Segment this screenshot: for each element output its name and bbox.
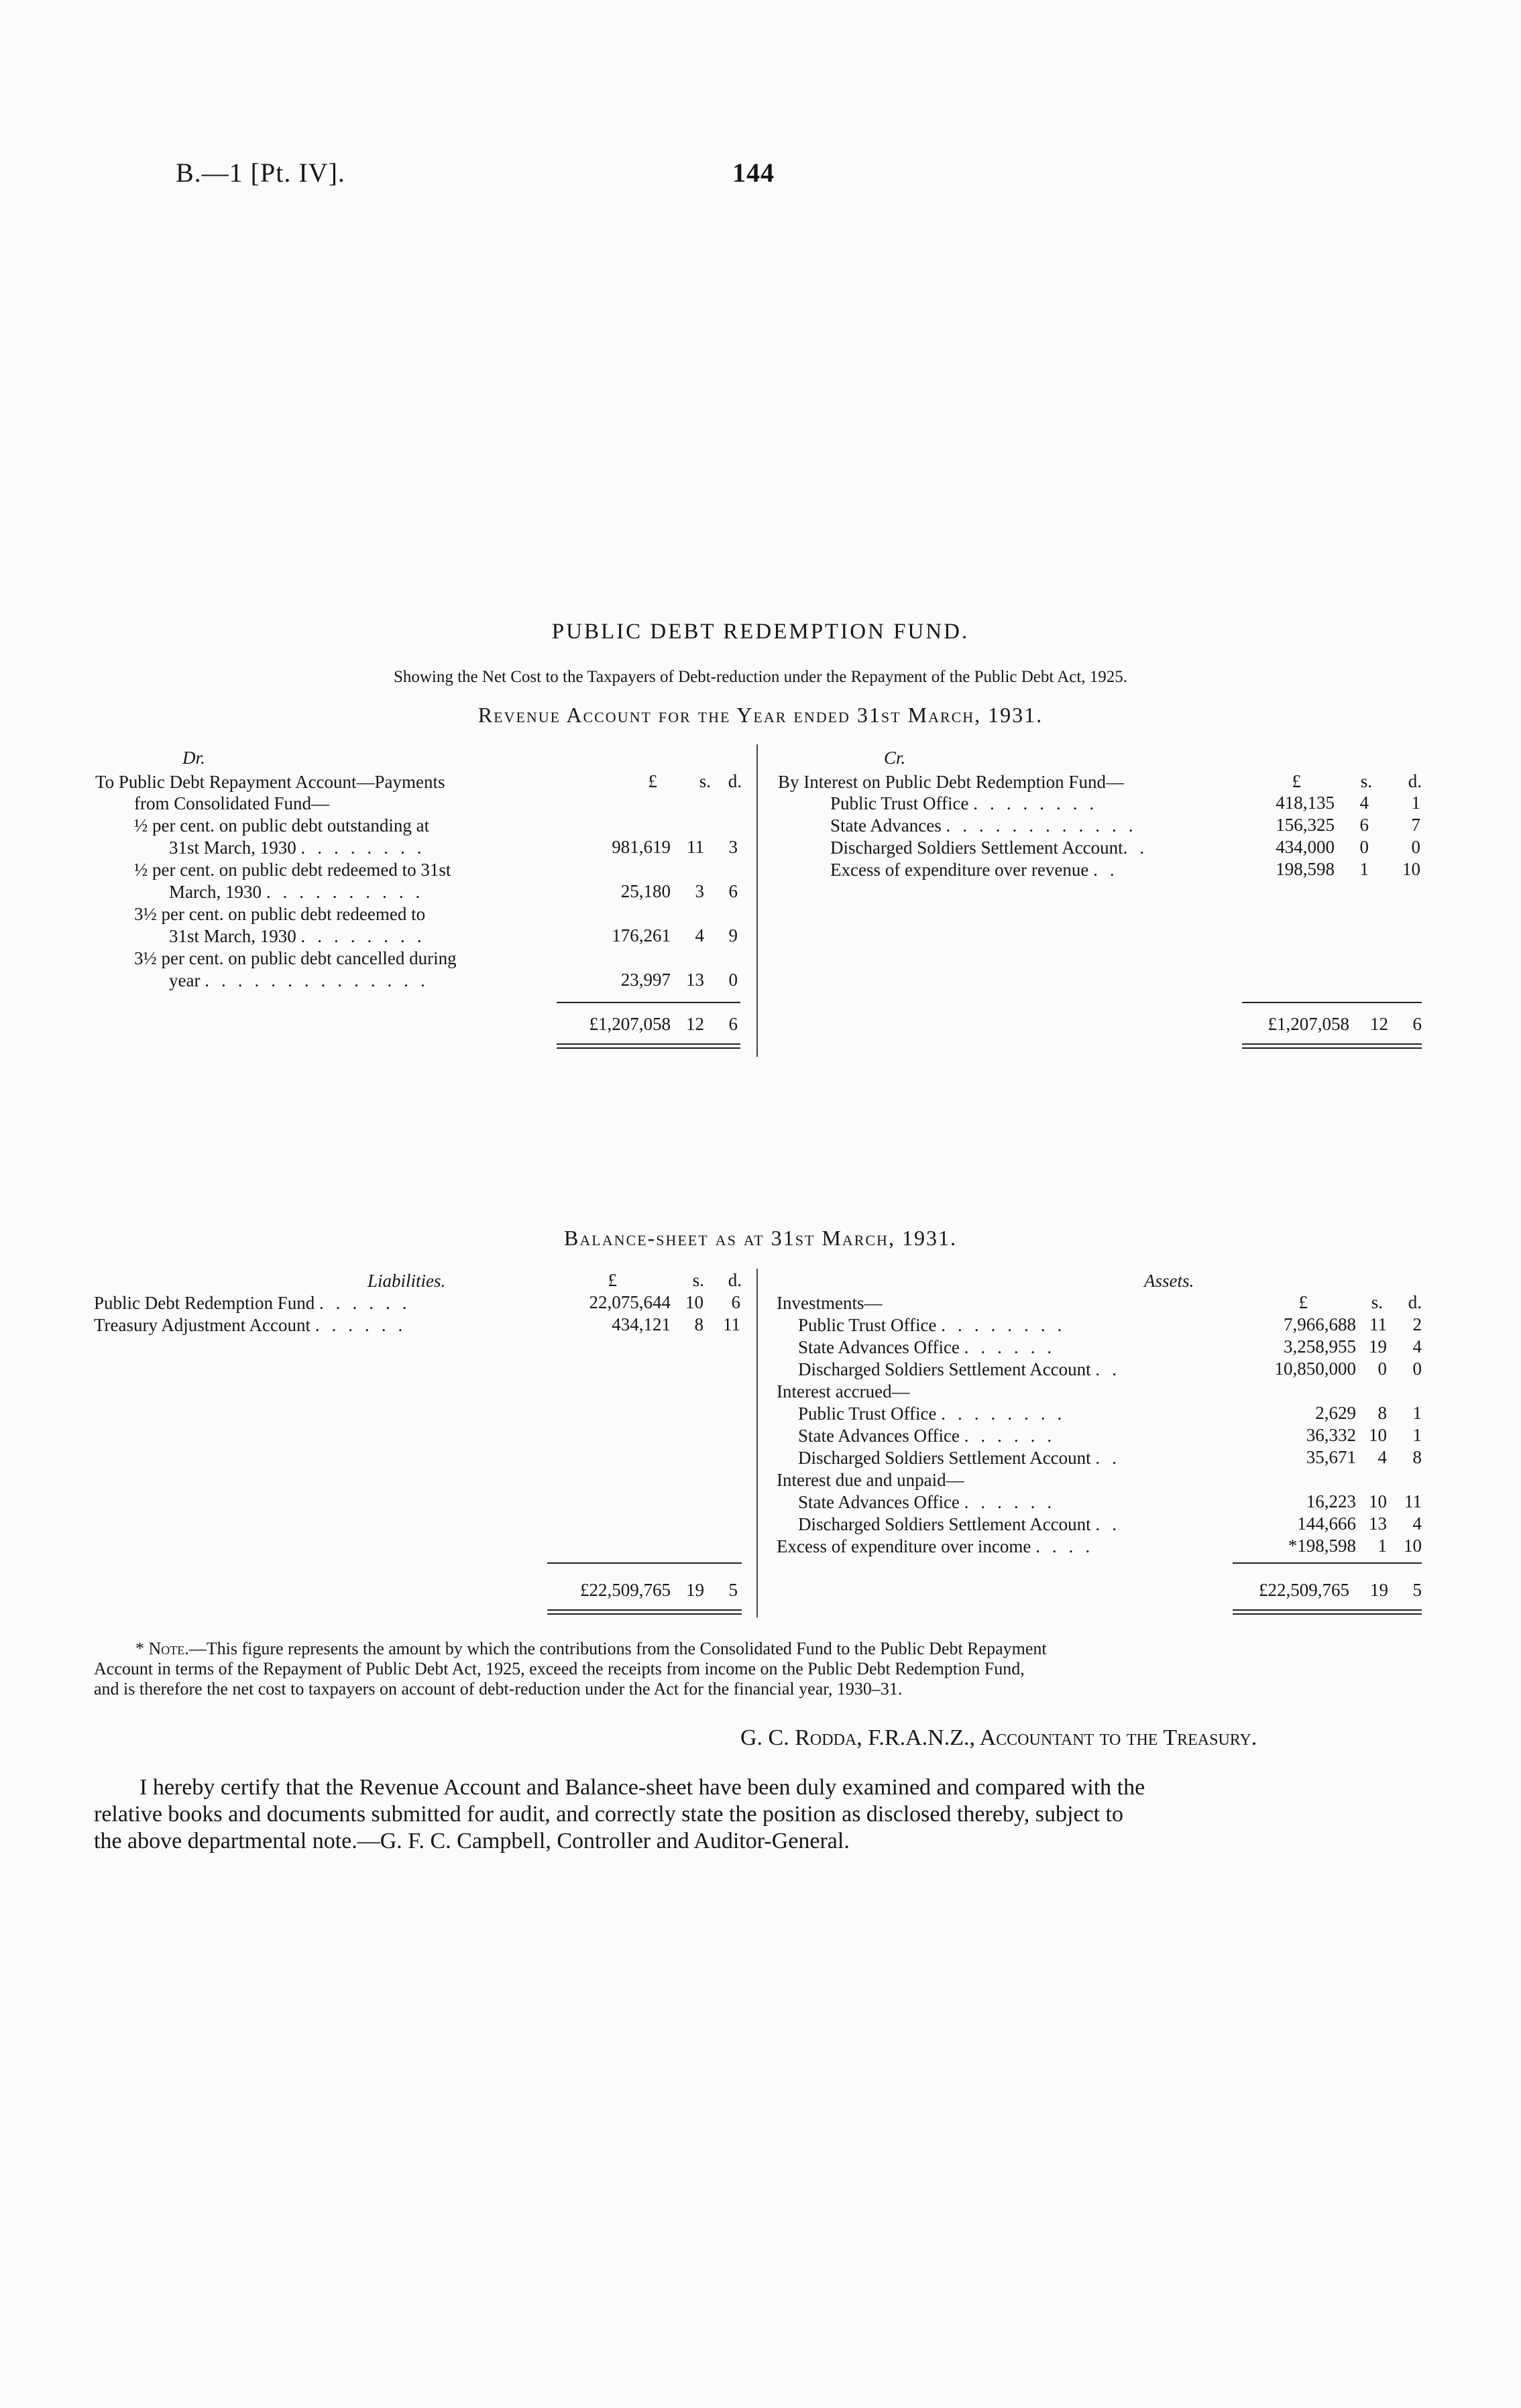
asset-amount-pence: 11: [1404, 1491, 1422, 1511]
asset-amount-pence: 1: [1412, 1403, 1422, 1423]
assets-col-pence: d.: [1408, 1292, 1422, 1312]
asset-amount-pounds: 3,258,955: [1284, 1336, 1356, 1357]
assets-total-pence: 5: [1412, 1580, 1422, 1600]
liability-amount-shillings: 10: [685, 1292, 703, 1312]
cr-line: Discharged Soldiers Settlement Account..: [830, 838, 1157, 858]
asset-amount-shillings: 10: [1369, 1491, 1387, 1511]
liab-total-rule: [547, 1613, 742, 1615]
cr-subtotal-rule: [1242, 1002, 1422, 1003]
liab-col-pence: d.: [728, 1270, 742, 1290]
asset-amount-shillings: 11: [1369, 1314, 1387, 1334]
dr-label: Dr.: [182, 748, 205, 768]
asset-amount-shillings: 19: [1369, 1336, 1387, 1357]
cr-line: Public Trust Office ........: [830, 793, 1107, 813]
asset-amount-shillings: 1: [1377, 1536, 1387, 1556]
asset-amount-pounds: 10,850,000: [1274, 1359, 1356, 1379]
dr-line: from Consolidated Fund—: [134, 793, 329, 813]
liab-total-pence: 5: [728, 1580, 738, 1600]
liability-amount-pence: 6: [731, 1292, 740, 1312]
liability-amount-pence: 11: [723, 1314, 740, 1334]
dr-amount-pounds: 981,619: [612, 837, 671, 857]
accountant-signature: G. C. Rodda, F.R.A.N.Z., Accountant to the Treasury.: [740, 1725, 1257, 1750]
assets-group-interest-due: Interest due and unpaid—: [777, 1470, 964, 1490]
asset-line: Public Trust Office ........: [798, 1403, 1074, 1424]
cr-total-rule: [1242, 1043, 1422, 1045]
dr-line: 3½ per cent. on public debt redeemed to: [134, 904, 426, 924]
dr-col-pence: d.: [728, 771, 742, 791]
dr-amount-pence: 0: [728, 970, 738, 990]
dr-col-shillings: s.: [699, 771, 711, 791]
cr-amount-pounds: 198,598: [1276, 859, 1335, 879]
asset-line: Public Trust Office ........: [798, 1315, 1074, 1335]
asset-amount-pounds: 7,966,688: [1284, 1314, 1356, 1334]
liability-amount-shillings: 8: [694, 1314, 703, 1334]
asset-amount-pounds: 2,629: [1315, 1403, 1356, 1423]
dr-total-pounds: £1,207,058: [589, 1014, 671, 1034]
cr-total-shillings: 12: [1370, 1014, 1388, 1034]
dr-amount-shillings: 11: [687, 837, 704, 857]
asset-amount-pence: 0: [1412, 1359, 1422, 1379]
dr-amount-pence: 6: [728, 881, 738, 901]
liability-line: Treasury Adjustment Account ......: [94, 1315, 415, 1335]
dr-total-pence: 6: [728, 1014, 738, 1034]
dr-amount-pounds: 176,261: [612, 925, 671, 945]
asset-amount-pounds: 16,223: [1306, 1491, 1356, 1511]
dr-line: 31st March, 1930 ........: [169, 926, 434, 946]
dr-amount-pence: 3: [728, 837, 738, 857]
footnote: * Note.—This figure represents the amount by which the contributions from the Consolidated Fund to the Public Debt Repayment Account in terms of the Repayment of Public Debt Act, 1925, exceed the receipts from income on the Public Debt Redemption Fund, and is therefore the net cost to taxpayers on account of debt-reduction under the Act for the financial year, 1930–31.: [94, 1639, 1047, 1699]
revenue-column-divider: [756, 744, 758, 1057]
cr-amount-pence: 7: [1411, 815, 1420, 835]
cr-amount-shillings: 4: [1359, 793, 1369, 813]
asset-amount-shillings: 13: [1369, 1513, 1387, 1534]
assets-col-pounds: £: [1298, 1292, 1308, 1312]
liability-amount-pounds: 434,121: [612, 1314, 671, 1334]
liab-col-pounds: £: [608, 1270, 617, 1290]
asset-amount-shillings: 0: [1377, 1359, 1387, 1379]
asset-amount-pounds: 36,332: [1306, 1425, 1356, 1445]
cr-heading: By Interest on Public Debt Redemption Fund—: [778, 772, 1124, 792]
liabilities-label: Liabilities.: [368, 1271, 446, 1291]
page-number: 144: [732, 158, 775, 188]
asset-amount-pence: 2: [1412, 1314, 1422, 1334]
asset-amount-pence: 1: [1412, 1425, 1422, 1445]
cr-amount-pence: 0: [1411, 837, 1420, 857]
cr-amount-shillings: 1: [1359, 859, 1369, 879]
cr-amount-pounds: 418,135: [1276, 793, 1335, 813]
liab-col-shillings: s.: [692, 1270, 704, 1290]
cr-amount-pence: 1: [1411, 793, 1420, 813]
liability-line: Public Debt Redemption Fund ......: [94, 1293, 419, 1313]
asset-amount-pence: 4: [1412, 1513, 1422, 1534]
dr-amount-pounds: 25,180: [620, 881, 671, 901]
assets-group-interest-accrued: Interest accrued—: [777, 1381, 910, 1401]
dr-amount-shillings: 13: [686, 970, 704, 990]
dr-line: To Public Debt Repayment Account—Payments: [95, 772, 445, 792]
asset-amount-pence: 8: [1412, 1447, 1422, 1467]
cr-line: Excess of expenditure over revenue ..: [830, 860, 1127, 880]
document-reference: B.—1 [Pt. IV].: [176, 158, 345, 188]
asset-line: State Advances Office ......: [798, 1337, 1064, 1357]
dr-amount-shillings: 4: [695, 925, 704, 945]
asset-amount-shillings: 8: [1377, 1403, 1387, 1423]
asset-amount-shillings: 4: [1377, 1447, 1387, 1467]
cr-total-pounds: £1,207,058: [1268, 1014, 1349, 1034]
dr-line: March, 1930 ..........: [169, 882, 433, 902]
revenue-heading: Revenue Account for the Year ended 31st March, 1931.: [477, 703, 1044, 727]
cr-amount-pounds: 434,000: [1276, 837, 1335, 857]
asset-amount-pence: 10: [1404, 1536, 1422, 1556]
dr-line: 3½ per cent. on public debt cancelled during: [134, 948, 457, 968]
dr-line: 31st March, 1930 ........: [169, 838, 434, 858]
cr-amount-pounds: 156,325: [1276, 815, 1335, 835]
asset-line: Discharged Soldiers Settlement Account ..: [798, 1514, 1129, 1534]
asset-line: State Advances Office ......: [798, 1426, 1064, 1446]
cr-label: Cr.: [884, 748, 906, 768]
assets-group-investments: Investments—: [777, 1293, 883, 1313]
dr-total-shillings: 12: [686, 1014, 704, 1034]
cr-amount-shillings: 0: [1359, 837, 1369, 857]
asset-amount-shillings: 10: [1369, 1425, 1387, 1445]
dr-line: ½ per cent. on public debt outstanding at: [134, 815, 430, 836]
cr-amount-pence: 10: [1402, 859, 1420, 879]
asset-line: State Advances Office ......: [798, 1492, 1064, 1512]
asset-amount-pence: 4: [1412, 1336, 1422, 1357]
cr-amount-shillings: 6: [1359, 815, 1369, 835]
dr-amount-pounds: 23,997: [620, 970, 671, 990]
asset-line: Excess of expenditure over income ....: [777, 1536, 1103, 1556]
dr-col-pounds: £: [648, 771, 657, 791]
fund-subtitle: Showing the Net Cost to the Taxpayers of Debt-reduction under the Repayment of the Public Debt Act, 1925.: [393, 668, 1128, 686]
cr-col-pounds: £: [1292, 771, 1301, 791]
liab-total-shillings: 19: [686, 1580, 704, 1600]
balance-sheet-heading: Balance-sheet as at 31st March, 1931.: [564, 1226, 957, 1250]
cr-col-pence: d.: [1408, 771, 1422, 791]
asset-amount-pounds: *198,598: [1288, 1536, 1356, 1556]
dr-line: ½ per cent. on public debt redeemed to 31st: [134, 860, 451, 880]
dr-total-rule: [557, 1043, 740, 1045]
dr-amount-shillings: 3: [695, 881, 704, 901]
assets-col-shillings: s.: [1371, 1292, 1383, 1312]
assets-total-shillings: 19: [1370, 1580, 1388, 1600]
asset-line: Discharged Soldiers Settlement Account ..: [798, 1359, 1129, 1379]
fund-title: PUBLIC DEBT REDEMPTION FUND.: [551, 620, 970, 644]
asset-amount-pounds: 35,671: [1306, 1447, 1356, 1467]
dr-subtotal-rule: [557, 1002, 740, 1003]
assets-subtotal-rule: [1233, 1562, 1422, 1564]
liab-total-rule: [547, 1609, 742, 1611]
liab-subtotal-rule: [547, 1562, 742, 1564]
cr-total-rule: [1242, 1047, 1422, 1049]
cr-col-shillings: s.: [1360, 771, 1372, 791]
assets-total-pounds: £22,509,765: [1259, 1580, 1349, 1600]
cr-line: State Advances ............: [830, 815, 1145, 836]
liab-total-pounds: £22,509,765: [580, 1580, 671, 1600]
dr-amount-pence: 9: [728, 925, 738, 945]
asset-line: Discharged Soldiers Settlement Account ..: [798, 1448, 1129, 1468]
assets-total-rule: [1233, 1613, 1422, 1615]
dr-total-rule: [557, 1047, 740, 1049]
assets-total-rule: [1233, 1609, 1422, 1611]
audit-certificate: I hereby certify that the Revenue Account and Balance-sheet have been duly examined and compared with the relative books and documents submitted for audit, and correctly state the position as disclosed thereby, subject to the above departmental note.—G. F. C. Campbell, Controller and Auditor-General.: [94, 1775, 1145, 1853]
asset-amount-pounds: 144,666: [1297, 1513, 1356, 1534]
dr-line: year ..............: [169, 970, 437, 990]
assets-label: Assets.: [1144, 1271, 1194, 1291]
balance-column-divider: [756, 1269, 758, 1617]
liability-amount-pounds: 22,075,644: [589, 1292, 671, 1312]
cr-total-pence: 6: [1412, 1014, 1422, 1034]
